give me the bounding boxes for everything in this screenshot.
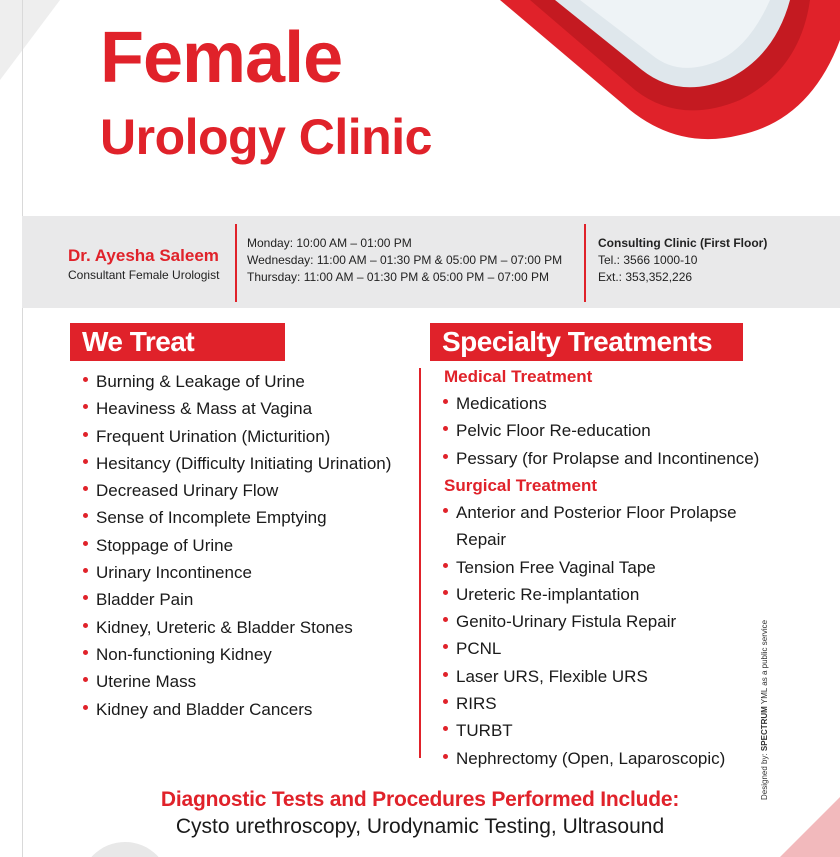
designer-brand: SPECTRUM bbox=[760, 706, 769, 752]
list-item: Urinary Incontinence bbox=[83, 559, 391, 586]
surgical-treatment-list bbox=[443, 499, 737, 772]
schedule bbox=[247, 235, 562, 286]
list-item: Decreased Urinary Flow bbox=[83, 477, 391, 504]
corner-decoration bbox=[80, 842, 170, 857]
list-item: Medications bbox=[443, 390, 759, 417]
corner-shade bbox=[0, 0, 60, 80]
schedule-line: Wednesday: 11:00 AM – 01:30 PM & 05:00 PM – 07:00 PM bbox=[247, 253, 563, 267]
clinic-tel: Tel.: 3566 1000-10 bbox=[598, 253, 698, 267]
clinic-location: Consulting Clinic (First Floor) bbox=[598, 236, 768, 250]
list-item: Kidney and Bladder Cancers bbox=[83, 696, 391, 723]
list-item: Tension Free Vaginal Tape bbox=[443, 554, 737, 581]
list-item: Uterine Mass bbox=[83, 668, 391, 695]
schedule-line: Thursday: 11:00 AM – 01:30 PM & 05:00 PM – 07:00 PM bbox=[247, 270, 549, 284]
medical-treatment-list bbox=[443, 390, 759, 472]
list-item: PCNL bbox=[443, 635, 737, 662]
surgical-treatment-heading: Surgical Treatment bbox=[444, 476, 598, 495]
list-item-continuation: Repair bbox=[456, 530, 507, 550]
divider bbox=[235, 224, 237, 302]
designer-prefix: Designed by: bbox=[760, 753, 769, 800]
list-item: RIRS bbox=[443, 690, 737, 717]
list-item: Ureteric Re-implantation bbox=[443, 581, 737, 608]
decorative-swoosh bbox=[380, 0, 840, 200]
clinic-ext: Ext.: 353,352,226 bbox=[598, 270, 693, 284]
divider bbox=[584, 224, 586, 302]
list-item: Frequent Urination (Micturition) bbox=[83, 423, 391, 450]
list-item: Sense of Incomplete Emptying bbox=[83, 504, 391, 531]
list-item: Nephrectomy (Open, Laparoscopic) bbox=[443, 745, 737, 772]
specialty-heading: Specialty Treatments bbox=[430, 323, 743, 361]
we-treat-heading: We Treat bbox=[70, 323, 285, 361]
list-item: Stoppage of Urine bbox=[83, 532, 391, 559]
list-item: Kidney, Ureteric & Bladder Stones bbox=[83, 614, 391, 641]
list-item: Heaviness & Mass at Vagina bbox=[83, 395, 391, 422]
column-divider bbox=[419, 368, 421, 758]
schedule-line: Monday: 10:00 AM – 01:00 PM bbox=[247, 236, 412, 250]
list-item: Bladder Pain bbox=[83, 586, 391, 613]
doctor-title: Consultant Female Urologist bbox=[68, 268, 220, 282]
list-item: Pessary (for Prolapse and Incontinence) bbox=[443, 445, 759, 472]
designer-suffix: YML as a public service bbox=[760, 619, 769, 705]
designer-credit bbox=[760, 620, 769, 800]
we-treat-list bbox=[83, 368, 391, 723]
doctor-name: Dr. Ayesha Saleem bbox=[68, 246, 219, 265]
page-title: Female bbox=[100, 18, 343, 98]
diagnostic-title: Diagnostic Tests and Procedures Performed Include: bbox=[160, 788, 680, 811]
clinic-contact bbox=[598, 235, 767, 286]
medical-treatment-heading: Medical Treatment bbox=[444, 367, 593, 386]
list-item: Hesitancy (Difficulty Initiating Urination) bbox=[83, 450, 391, 477]
list-item: TURBT bbox=[443, 717, 737, 744]
list-item: Anterior and Posterior Floor Prolapse bbox=[443, 499, 737, 526]
page-subtitle: Urology Clinic bbox=[100, 109, 432, 165]
diagnostic-tests: Cysto urethroscopy, Urodynamic Testing, Ultrasound bbox=[175, 815, 665, 838]
list-item: Laser URS, Flexible URS bbox=[443, 663, 737, 690]
list-item: Non-functioning Kidney bbox=[83, 641, 391, 668]
list-item: Genito-Urinary Fistula Repair bbox=[443, 608, 737, 635]
list-item: Pelvic Floor Re-education bbox=[443, 417, 759, 444]
list-item: Burning & Leakage of Urine bbox=[83, 368, 391, 395]
corner-decoration bbox=[780, 797, 840, 857]
left-border-line bbox=[22, 0, 23, 857]
